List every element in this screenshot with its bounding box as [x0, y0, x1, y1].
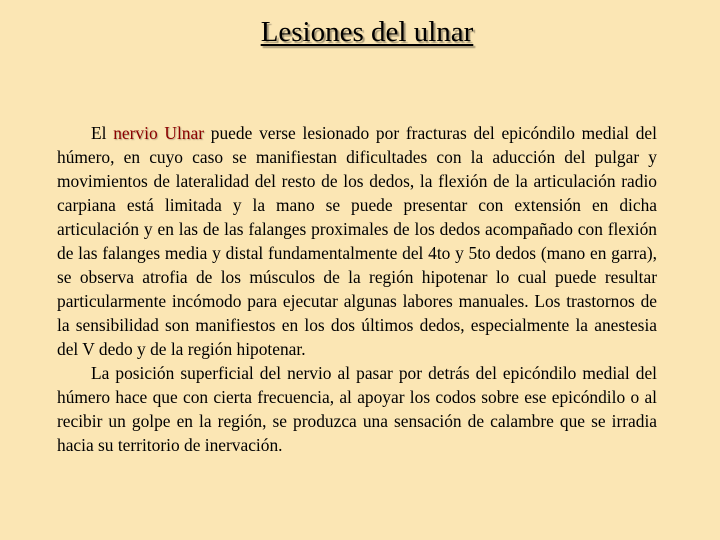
paragraph-1: [57, 121, 657, 361]
slide-title-text: Lesiones del ulnar: [260, 16, 474, 48]
slide-body: [57, 121, 657, 457]
paragraph-1-body: puede verse lesionado por fracturas del epicóndilo medial del húmero, en cuyo caso se manifiestan dificultades con la aducción del pulgar y movimientos de lateralidad del resto de los dedos, la flexión de la articulación radio carpiana está limitada y la mano se puede presentar con extensión en dicha articulación y en las de las falanges proximales de los dedos acompañado con flexión de las falanges media y distal fundamentalmente del 4to y 5to dedos (mano en garra), se observa atrofia de los músculos de la región hipotenar lo cual puede resultar particularmente incómodo para ejecutar algunas labores manuales. Los trastornos de la sensibilidad son manifiestos en los dos últimos dedos, especialmente la anestesia del V dedo y de la región hipotenar.: [57, 123, 657, 359]
slide-title: [0, 14, 720, 50]
nerve-name-highlight: nervio Ulnar: [113, 123, 205, 143]
paragraph-1-intro: El: [91, 123, 114, 143]
paragraph-2: La posición superficial del nervio al pasar por detrás del epicóndilo medial del húmero hace que con cierta frecuencia, al apoyar los codos sobre ese epicóndilo o al recibir un golpe en la región, se produzca una sensación de calambre que se irradia hacia su territorio de inervación.: [57, 363, 657, 455]
